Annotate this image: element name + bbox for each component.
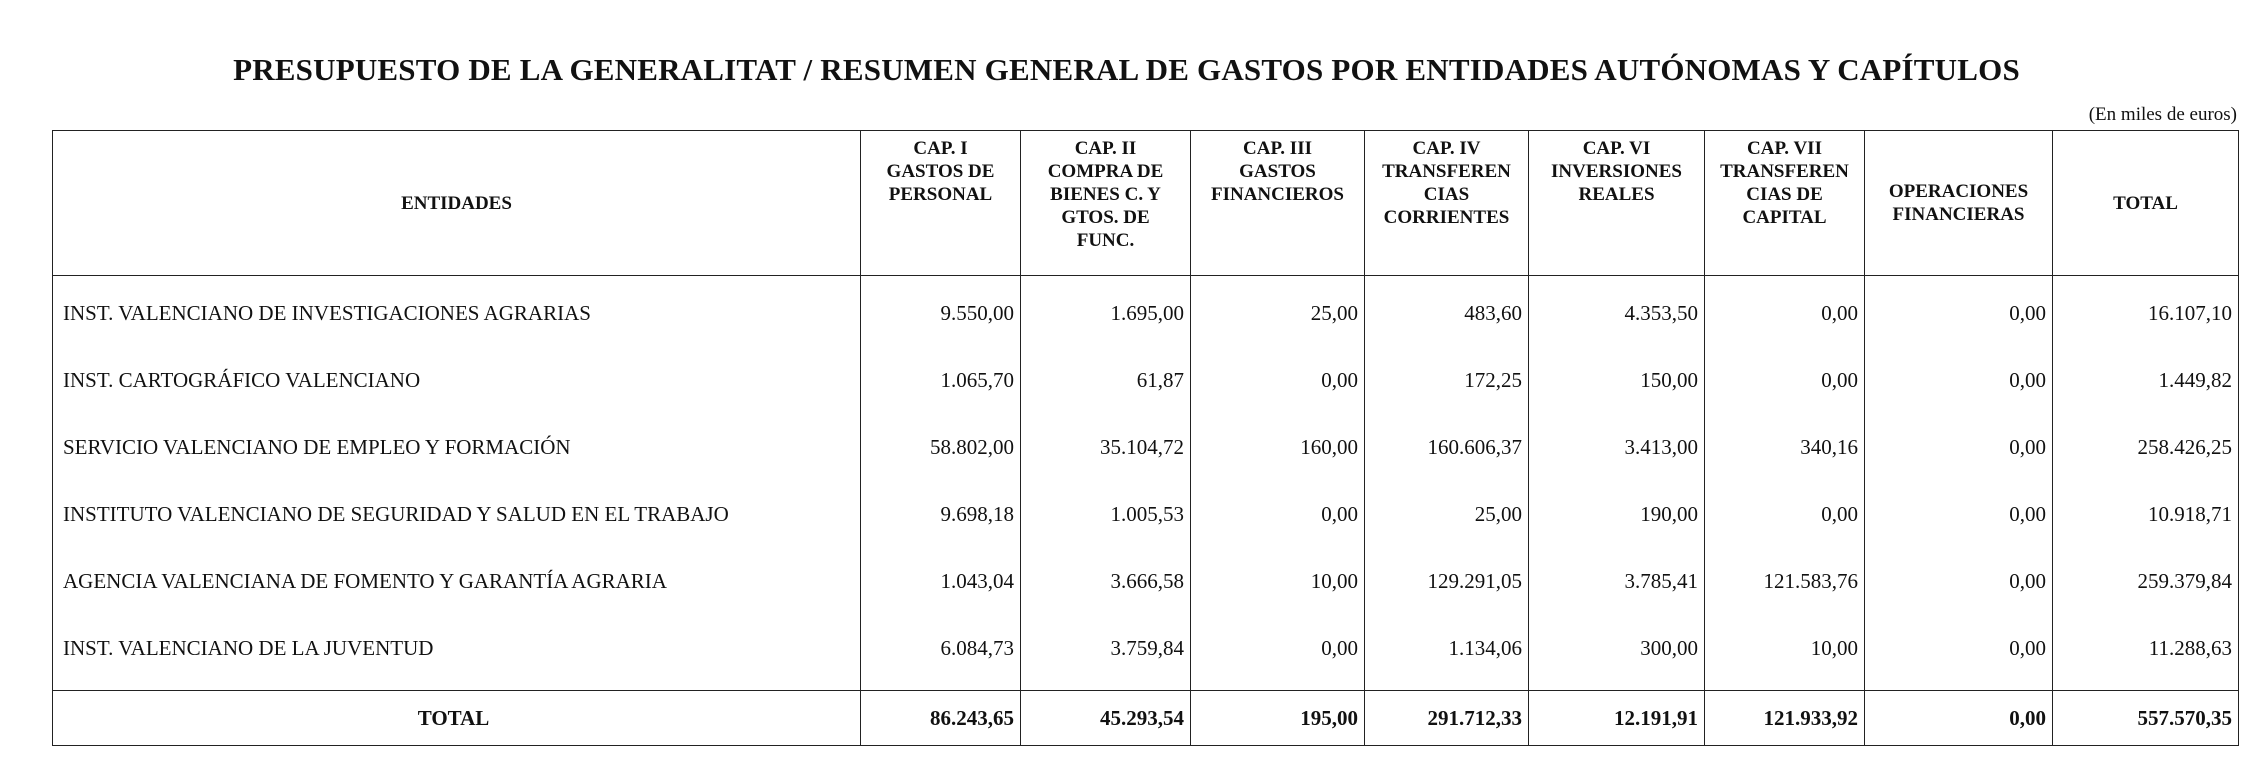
- opfin-value: 0,00: [1865, 347, 2053, 414]
- cap2-value: 1.005,53: [1021, 481, 1191, 548]
- table-row: [53, 481, 2239, 548]
- header-operaciones-financieras: OPERACIONES FINANCIERAS: [1865, 131, 2053, 276]
- header-cap6: CAP. VI INVERSIONES REALES: [1529, 131, 1705, 276]
- cap6-value: 3.785,41: [1529, 548, 1705, 615]
- cap4-value: 129.291,05: [1365, 548, 1529, 615]
- cap4-value: 25,00: [1365, 481, 1529, 548]
- total-row: [53, 691, 2239, 746]
- cap7-value: 0,00: [1705, 481, 1865, 548]
- entidad-name: INST. CARTOGRÁFICO VALENCIANO: [53, 347, 861, 414]
- table-row: [53, 548, 2239, 615]
- cap1-value: 9.550,00: [861, 276, 1021, 348]
- cap6-value: 3.413,00: [1529, 414, 1705, 481]
- total-value: 16.107,10: [2053, 276, 2239, 348]
- cap6-value: 150,00: [1529, 347, 1705, 414]
- grand-total: 557.570,35: [2053, 691, 2239, 746]
- cap3-value: 0,00: [1191, 615, 1365, 691]
- cap6-value: 190,00: [1529, 481, 1705, 548]
- cap1-value: 58.802,00: [861, 414, 1021, 481]
- opfin-value: 0,00: [1865, 548, 2053, 615]
- cap3-value: 0,00: [1191, 347, 1365, 414]
- cap2-value: 3.666,58: [1021, 548, 1191, 615]
- cap1-value: 1.043,04: [861, 548, 1021, 615]
- total-value: 259.379,84: [2053, 548, 2239, 615]
- header-cap7: CAP. VII TRANSFEREN CIAS DE CAPITAL: [1705, 131, 1865, 276]
- cap1-value: 9.698,18: [861, 481, 1021, 548]
- cap2-value: 61,87: [1021, 347, 1191, 414]
- total-cap4: 291.712,33: [1365, 691, 1529, 746]
- entidad-name: SERVICIO VALENCIANO DE EMPLEO Y FORMACIÓN: [53, 414, 861, 481]
- header-total: TOTAL: [2053, 131, 2239, 276]
- header-entidades: ENTIDADES: [53, 131, 861, 276]
- opfin-value: 0,00: [1865, 414, 2053, 481]
- cap4-value: 160.606,37: [1365, 414, 1529, 481]
- header-cap3: CAP. III GASTOS FINANCIEROS: [1191, 131, 1365, 276]
- cap4-value: 483,60: [1365, 276, 1529, 348]
- header-cap4: CAP. IV TRANSFEREN CIAS CORRIENTES: [1365, 131, 1529, 276]
- cap7-value: 0,00: [1705, 347, 1865, 414]
- entidad-name: INST. VALENCIANO DE INVESTIGACIONES AGRARIAS: [53, 276, 861, 348]
- cap3-value: 10,00: [1191, 548, 1365, 615]
- unit-note: (En miles de euros): [2088, 104, 2237, 125]
- header-cap1: CAP. I GASTOS DE PERSONAL: [861, 131, 1021, 276]
- cap4-value: 172,25: [1365, 347, 1529, 414]
- total-cap6: 12.191,91: [1529, 691, 1705, 746]
- header-cap2: CAP. II COMPRA DE BIENES C. Y GTOS. DE FUNC.: [1021, 131, 1191, 276]
- total-cap3: 195,00: [1191, 691, 1365, 746]
- table-row: [53, 414, 2239, 481]
- cap2-value: 1.695,00: [1021, 276, 1191, 348]
- total-value: 11.288,63: [2053, 615, 2239, 691]
- cap3-value: 25,00: [1191, 276, 1365, 348]
- cap7-value: 121.583,76: [1705, 548, 1865, 615]
- total-cap7: 121.933,92: [1705, 691, 1865, 746]
- opfin-value: 0,00: [1865, 276, 2053, 348]
- cap2-value: 3.759,84: [1021, 615, 1191, 691]
- budget-table: [52, 130, 2239, 746]
- entidad-name: INSTITUTO VALENCIANO DE SEGURIDAD Y SALUD EN EL TRABAJO: [53, 481, 861, 548]
- entidad-name: AGENCIA VALENCIANA DE FOMENTO Y GARANTÍA AGRARIA: [53, 548, 861, 615]
- header-row: [53, 131, 2239, 276]
- table-row: [53, 347, 2239, 414]
- total-value: 10.918,71: [2053, 481, 2239, 548]
- cap1-value: 6.084,73: [861, 615, 1021, 691]
- cap7-value: 10,00: [1705, 615, 1865, 691]
- opfin-value: 0,00: [1865, 615, 2053, 691]
- total-cap2: 45.293,54: [1021, 691, 1191, 746]
- document-title: PRESUPUESTO DE LA GENERALITAT / RESUMEN GENERAL DE GASTOS POR ENTIDADES AUTÓNOMAS Y CAPÍTULOS: [233, 52, 2020, 87]
- total-row-label: TOTAL: [53, 691, 861, 746]
- total-cap1: 86.243,65: [861, 691, 1021, 746]
- total-value: 258.426,25: [2053, 414, 2239, 481]
- cap1-value: 1.065,70: [861, 347, 1021, 414]
- cap7-value: 340,16: [1705, 414, 1865, 481]
- cap6-value: 4.353,50: [1529, 276, 1705, 348]
- cap4-value: 1.134,06: [1365, 615, 1529, 691]
- opfin-value: 0,00: [1865, 481, 2053, 548]
- cap3-value: 160,00: [1191, 414, 1365, 481]
- table-row: [53, 276, 2239, 348]
- cap6-value: 300,00: [1529, 615, 1705, 691]
- cap3-value: 0,00: [1191, 481, 1365, 548]
- entidad-name: INST. VALENCIANO DE LA JUVENTUD: [53, 615, 861, 691]
- cap7-value: 0,00: [1705, 276, 1865, 348]
- total-opfin: 0,00: [1865, 691, 2053, 746]
- cap2-value: 35.104,72: [1021, 414, 1191, 481]
- table-row: [53, 615, 2239, 691]
- total-value: 1.449,82: [2053, 347, 2239, 414]
